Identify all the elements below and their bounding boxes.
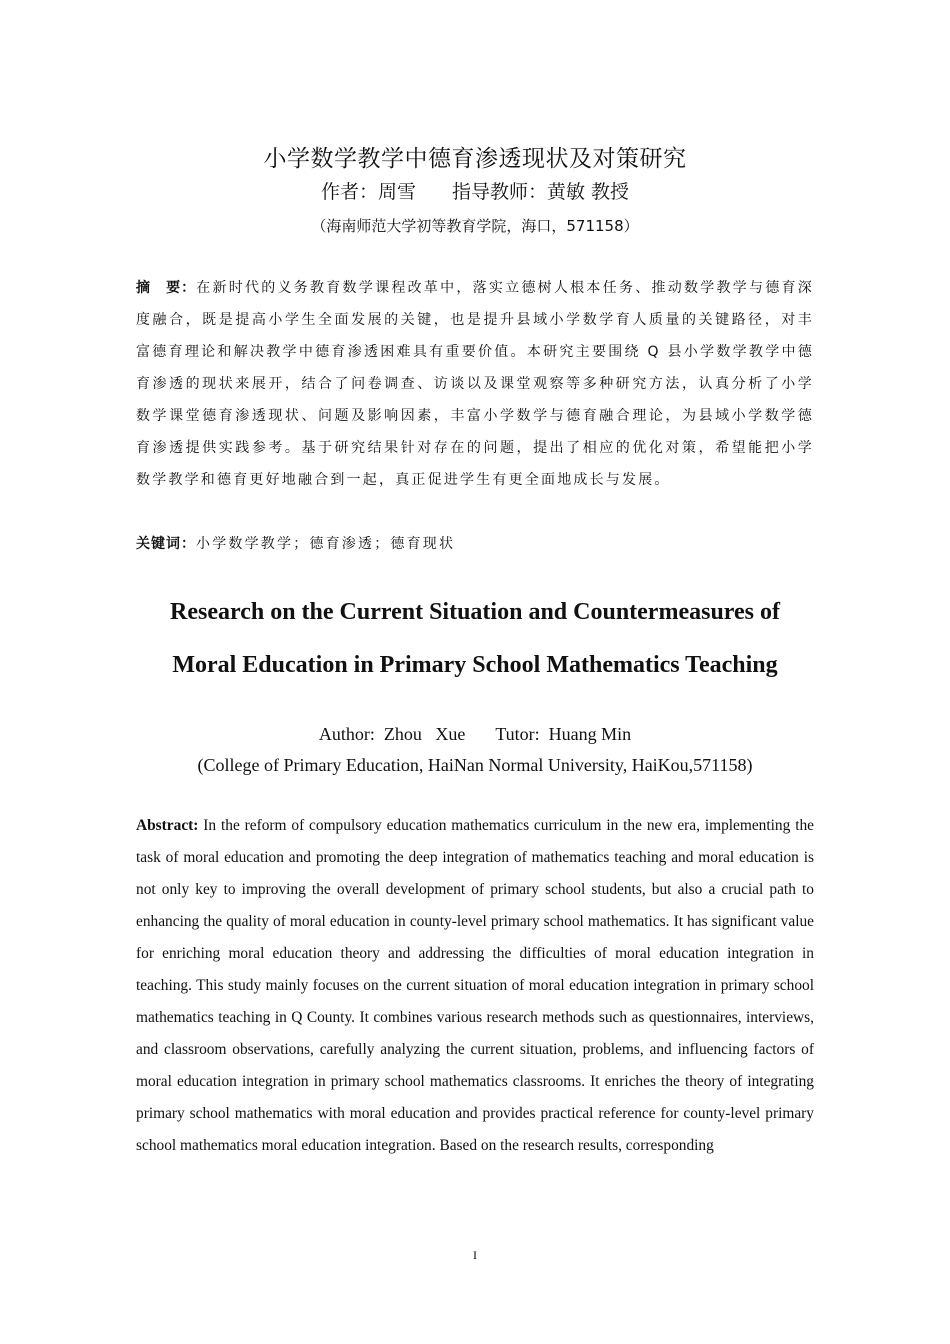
chinese-affiliation: （海南师范大学初等教育学院，海口，571158） [311, 217, 639, 235]
english-title [80, 586, 870, 692]
english-abstract-text: In the reform of compulsory education mathematics curriculum in the new era, implementing the task of moral education and promoting the deep integration of mathematics teaching and moral education is not only key to improving the overall development of primary school students, but also a crucial path to enhancing the quality of moral education in county-level primary school mathematics. It has significant value for enriching moral education theory and addressing the difficulties of moral education integration in teaching. This study mainly focuses on the current situation of moral education integration in primary school mathematics teaching in Q County. It combines various research methods such as questionnaires, interviews, and classroom observations, carefully analyzing the current situation, problems, and influencing factors of moral education integration in primary school mathematics classrooms. It enriches the theory of integrating primary school mathematics with moral education and provides practical reference for county-level primary school mathematics moral education integration. Based on the research results, corresponding [136, 817, 814, 1154]
chinese-abstract [136, 272, 814, 496]
chinese-tutor: 指导教师：黄敏 教授 [451, 181, 630, 203]
english-author: Author: Zhou Xue [318, 724, 466, 744]
chinese-keywords [136, 528, 814, 560]
chinese-keywords-label: 关键词： [136, 536, 196, 552]
english-tutor: Tutor: Huang Min [495, 724, 632, 744]
chinese-abstract-label: 摘 要： [136, 280, 197, 296]
chinese-author: 作者：周雪 [320, 181, 416, 203]
english-author-line [0, 720, 950, 748]
chinese-title: 小学数学教学中德育渗透现状及对策研究 [263, 146, 687, 172]
english-title-line-1: Research on the Current Situation and Countermeasures of [170, 599, 780, 625]
chinese-keywords-text: 小学数学教学；德育渗透；德育现状 [196, 536, 456, 552]
chinese-author-line [0, 177, 950, 207]
english-title-line-2: Moral Education in Primary School Mathematics Teaching [172, 652, 778, 678]
page-number: I [473, 1248, 477, 1262]
english-abstract [136, 810, 814, 1162]
english-affiliation: (College of Primary Education, HaiNan Normal University, HaiKou,571158) [197, 755, 753, 775]
english-abstract-label: Abstract: [136, 817, 199, 834]
chinese-abstract-text: 在新时代的义务教育数学课程改革中，落实立德树人根本任务、推动数学教学与德育深度融合，既是提高小学生全面发展的关键，也是提升县域小学数学育人质量的关键路径，对丰富德育理论和解决教学中德育渗透困难具有重要价值。本研究主要围绕 Q 县小学数学教学中德育渗透的现状来展开，结合了问卷调查、访谈以及课堂观察等多种研究方法，认真分析了小学数学课堂德育渗透现状、问题及影响因素，丰富小学数学与德育融合理论，为县域小学数学德育渗透提供实践参考。基于研究结果针对存在的问题，提出了相应的优化对策，希望能把小学数学教学和德育更好地融合到一起，真正促进学生有更全面地成长与发展。 [136, 280, 814, 488]
